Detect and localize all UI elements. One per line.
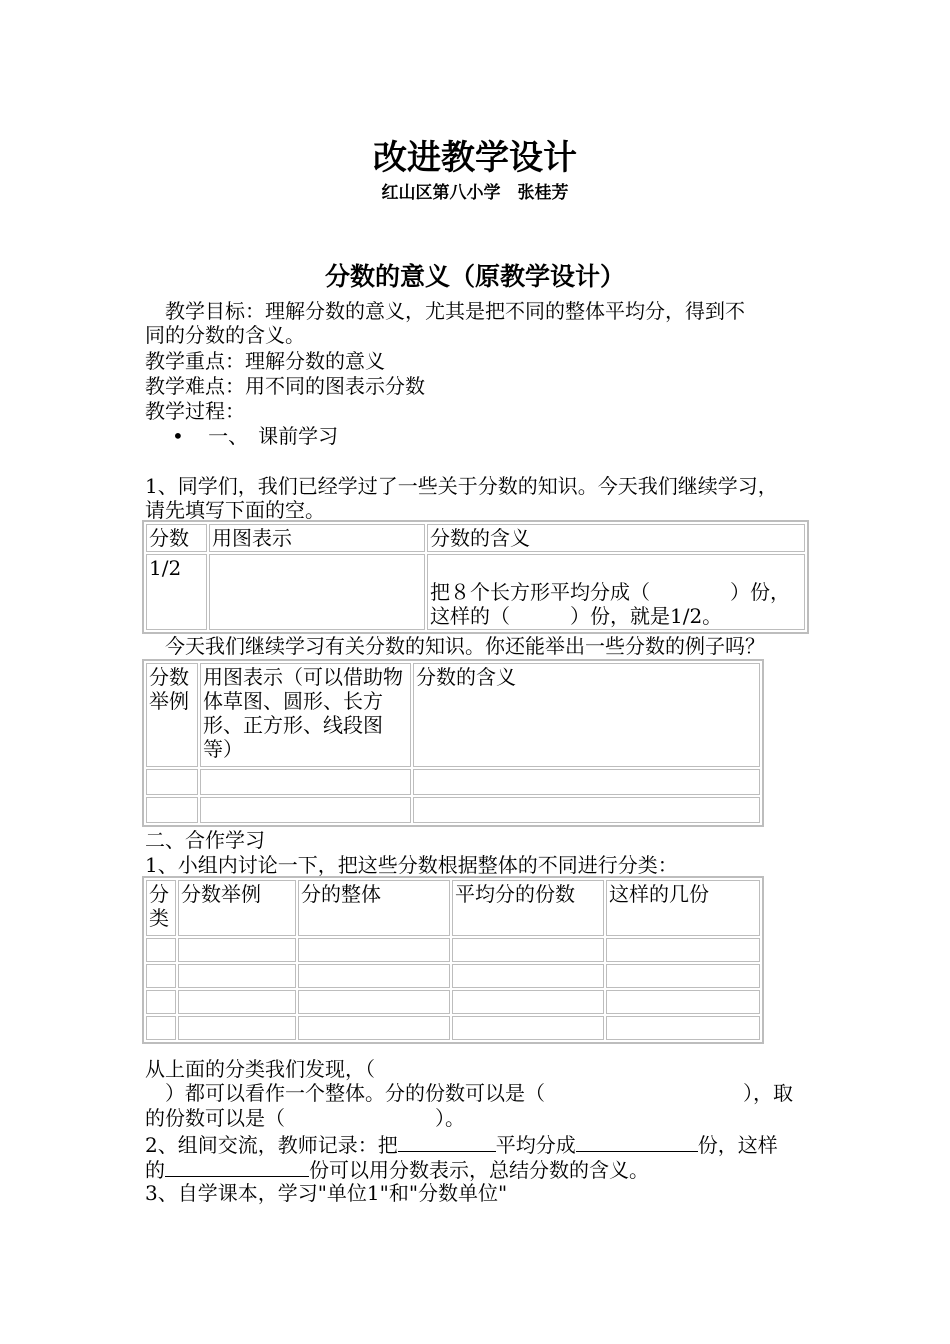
task-2-line-2	[145, 1156, 649, 1182]
table3-cell[interactable]	[178, 1016, 296, 1040]
bullet-icon: •	[172, 424, 184, 448]
fraction-table-2	[142, 659, 764, 827]
table2-cell[interactable]	[200, 797, 411, 823]
discover-line-2-end: ），取	[743, 1081, 793, 1105]
table1-header-diagram: 用图表示	[209, 524, 425, 552]
task-3: 3、自学课本，学习"单位1"和"分数单位"	[145, 1181, 508, 1205]
table3-cell[interactable]	[178, 964, 296, 988]
discover-line-1: 从上面的分类我们发现，（	[145, 1057, 375, 1081]
continue-text: 今天我们继续学习有关分数的知识。你还能举出一些分数的例子吗？	[145, 634, 765, 658]
classification-table	[142, 876, 764, 1044]
table1-cell-meaning	[427, 554, 805, 630]
table1-header-meaning: 分数的含义	[427, 524, 805, 552]
table3-cell[interactable]	[298, 990, 450, 1014]
table3-cell[interactable]	[146, 938, 176, 962]
table3-header-category: 分类	[146, 880, 176, 936]
blank-field[interactable]	[576, 1131, 698, 1152]
table3-cell[interactable]	[452, 938, 604, 962]
blank-field[interactable]	[398, 1131, 496, 1152]
table2-header-examples: 分数举例	[146, 663, 198, 767]
table3-cell[interactable]	[452, 990, 604, 1014]
process-heading: 教学过程：	[145, 399, 245, 423]
table3-cell[interactable]	[178, 990, 296, 1014]
discover-line-3-text: 的份数可以是（	[145, 1106, 285, 1130]
section-2-heading: 二、合作学习	[145, 828, 265, 852]
key-point: 教学重点：理解分数的意义	[145, 349, 385, 373]
table2-cell[interactable]	[413, 769, 760, 795]
difficulty: 教学难点：用不同的图表示分数	[145, 374, 425, 398]
table3-cell[interactable]	[298, 964, 450, 988]
discover-line-2-text: ）都可以看作一个整体。分的份数可以是（	[145, 1081, 545, 1105]
blank-field[interactable]	[165, 1156, 309, 1177]
table3-header-examples: 分数举例	[178, 880, 296, 936]
table3-cell[interactable]	[452, 964, 604, 988]
meaning-line-1: 把８个长方形平均分成（ ）份，	[430, 580, 790, 604]
table3-cell[interactable]	[298, 938, 450, 962]
table3-header-taken: 这样的几份	[606, 880, 760, 936]
table2-header-meaning: 分数的含义	[413, 663, 760, 767]
table2-cell[interactable]	[413, 797, 760, 823]
discover-line-2	[145, 1081, 793, 1105]
section-subtitle: 分数的意义（原教学设计）	[324, 262, 625, 291]
table2-header-diagram: 用图表示（可以借助物体草图、圆形、长方形、正方形、线段图等）	[200, 663, 411, 767]
table3-cell[interactable]	[452, 1016, 604, 1040]
table3-cell[interactable]	[606, 964, 760, 988]
task2-text-c: 份，这样	[697, 1133, 778, 1157]
table3-header-parts: 平均分的份数	[452, 880, 604, 936]
table2-cell[interactable]	[146, 797, 198, 823]
table3-cell[interactable]	[606, 938, 760, 962]
task2-text-e: 份可以用分数表示，总结分数的含义。	[309, 1158, 649, 1182]
table2-cell[interactable]	[146, 769, 198, 795]
table3-cell[interactable]	[178, 938, 296, 962]
table2-cell[interactable]	[200, 769, 411, 795]
discover-line-3	[145, 1106, 465, 1130]
bullet-label: 一、 课前学习	[208, 424, 339, 448]
table3-cell[interactable]	[298, 1016, 450, 1040]
discover-line-3-end: ）。	[435, 1106, 465, 1130]
intro-line-2: 请先填写下面的空。	[145, 498, 325, 522]
table1-header-fraction: 分数	[146, 524, 207, 552]
fraction-table-1	[142, 520, 809, 634]
task-2-line-1	[145, 1131, 778, 1157]
table3-cell[interactable]	[606, 1016, 760, 1040]
table3-cell[interactable]	[146, 964, 176, 988]
table1-cell-fraction: 1/2	[146, 554, 207, 630]
table3-cell[interactable]	[606, 990, 760, 1014]
goal-line-2: 同的分数的含义。	[145, 323, 305, 347]
task2-text-a: 2、组间交流，教师记录：把	[145, 1133, 398, 1157]
document-title: 改进教学设计	[373, 138, 577, 178]
table1-cell-diagram[interactable]	[209, 554, 425, 630]
meaning-line-2: 这样的（ ）份，就是1/2。	[430, 604, 723, 628]
goal-line-1: 教学目标：理解分数的意义，尤其是把不同的整体平均分，得到不	[145, 299, 745, 323]
task2-text-b: 平均分成	[495, 1133, 576, 1157]
table3-cell[interactable]	[146, 990, 176, 1014]
author-line: 红山区第八小学 张桂芳	[381, 183, 569, 203]
task2-text-d: 的	[145, 1158, 165, 1182]
intro-line-1: 1、同学们，我们已经学过了一些关于分数的知识。今天我们继续学习，	[145, 474, 778, 498]
table3-cell[interactable]	[146, 1016, 176, 1040]
table3-header-whole: 分的整体	[298, 880, 450, 936]
task-1: 1、小组内讨论一下，把这些分数根据整体的不同进行分类：	[145, 853, 678, 877]
bullet-item	[172, 424, 338, 448]
